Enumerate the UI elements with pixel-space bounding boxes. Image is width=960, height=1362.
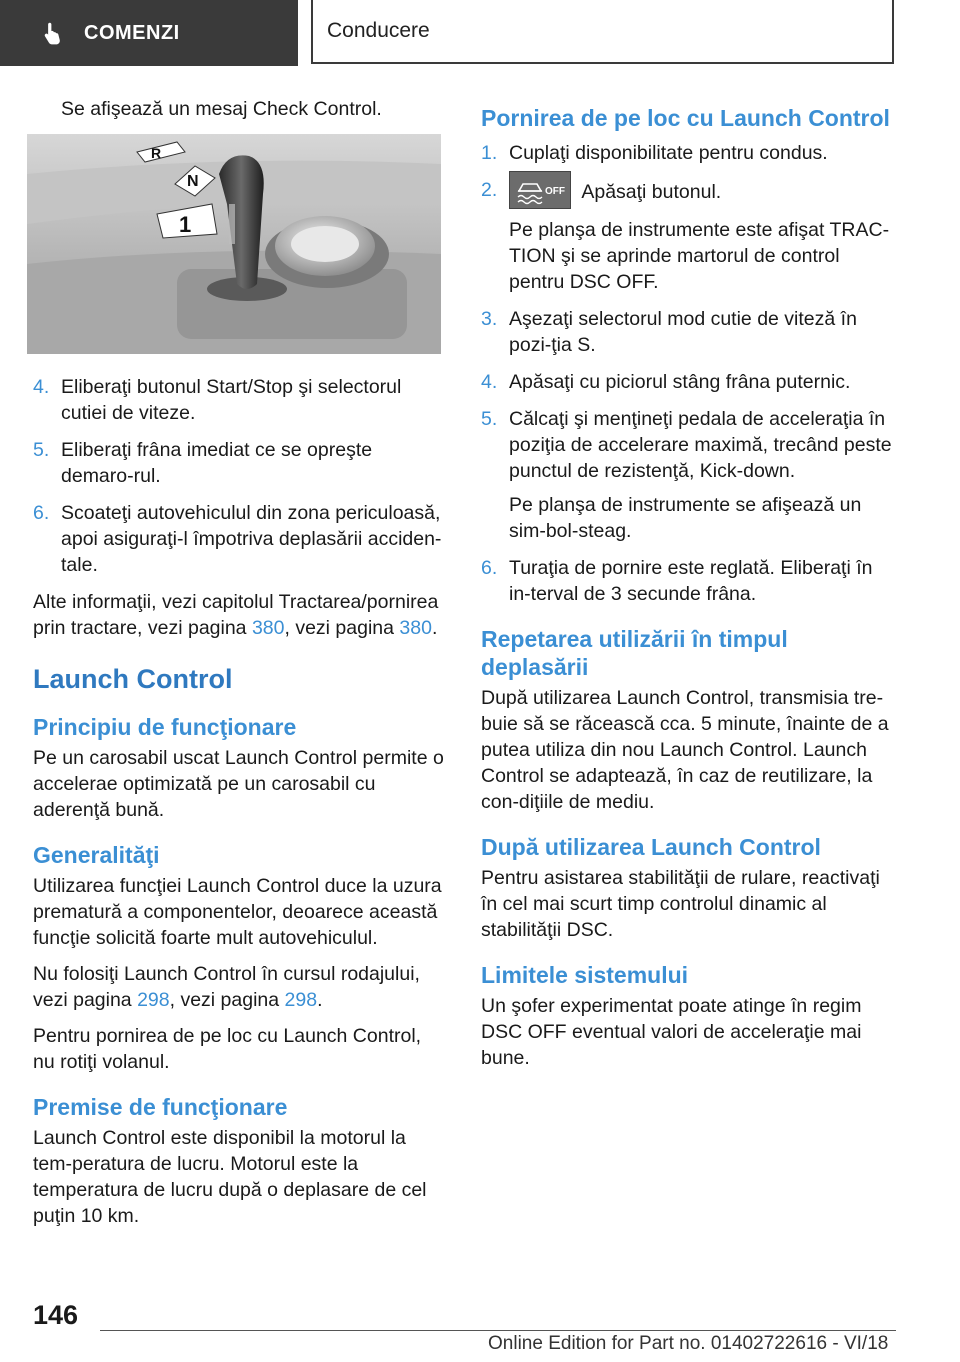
- heading-limits: Limitele sistemului: [481, 962, 689, 988]
- page-link[interactable]: 380: [251, 617, 285, 639]
- after-text: Pentru asistarea stabilităţii de rulare, reactivaţi în cel mai scurt timp controlul dinamic al stabilităţii DSC.: [481, 867, 880, 941]
- premise-text: Launch Control este disponibil la motorul la tem‐peratura de lucru. Motorul este la temperatura de lucru după o deplasare de cel puţin 10 km.: [33, 1127, 427, 1227]
- chapter-tab[interactable]: [0, 0, 298, 66]
- heading-principle: Principiu de funcţionare: [33, 714, 297, 740]
- page-link[interactable]: 298: [137, 989, 170, 1011]
- list-item: 3. Aşezaţi selectorul mod cutie de viteză în pozi‐ţia S.: [481, 308, 857, 356]
- chapter-heading: Launch Control: [33, 664, 233, 694]
- list-item: 6. Scoateţi autovehiculul din zona periculoasă, apoi asiguraţi-l împotriva deplasării acciden‐tale.: [33, 502, 442, 576]
- heading-start: Pornirea de pe loc cu Launch Control: [481, 105, 890, 131]
- intro-text: Se afişează un mesaj Check Control.: [61, 98, 382, 120]
- right-column: [481, 96, 897, 1081]
- step-note: Pe planşa de instrumente se afişează un sim‐bol-steag.: [509, 494, 862, 542]
- steering-text: Pentru pornirea de pe loc cu Launch Control, nu rotiţi volanul.: [33, 1025, 422, 1073]
- page-link[interactable]: 380: [399, 617, 432, 639]
- step-note: Pe planşa de instrumente este afişat TRAC‐TION şi se aprinde martorul de control pentru DSC OFF.: [509, 219, 890, 293]
- list-item: 5. Călcaţi şi menţineţi pedala de acceleraţia în poziţia de accelerare maximă, trecând peste punctul de rezistenţă, Kick-down. Pe planşa de instrumente se afişează un sim‐bol-steag.: [481, 406, 897, 544]
- general-text: Utilizarea funcţiei Launch Control duce la uzura prematură a componentelor, deoarece această funcţie solicită foarte mult autovehiculul.: [33, 875, 442, 949]
- rodaj-text: Nu folosiţi Launch Control în cursul rodajului, vezi pagina 298, vezi pagina 298.: [33, 963, 420, 1011]
- photo-label-r: R: [151, 145, 162, 161]
- page-number: 146: [33, 1300, 79, 1330]
- steps-list-left: [33, 374, 447, 578]
- heading-general: Generalităţi: [33, 842, 160, 868]
- photo-label-n: N: [187, 173, 199, 190]
- hand-pointer-icon: [40, 20, 66, 46]
- list-item: 1. Cuplaţi disponibilitate pentru condus.: [481, 142, 828, 164]
- section-title: Conducere: [311, 0, 894, 64]
- dsc-off-button-icon: [509, 171, 571, 209]
- list-item: 4. Eliberaţi butonul Start/Stop şi selectorul cutiei de viteze.: [33, 376, 402, 424]
- principle-text: Pe un carosabil uscat Launch Control permite o accelerae optimizată pe un carosabil cu aderenţă bună.: [33, 747, 444, 821]
- gear-selector-photo: [27, 134, 441, 354]
- list-item: 4. Apăsaţi cu piciorul stâng frâna puternic.: [481, 371, 851, 393]
- edition-text: Online Edition for Part no. 01402722616 - VI/18: [488, 1333, 889, 1354]
- list-item: 2. OFF Apăsaţi butonul. Pe planşa de instrumente este afişat TRAC‐TION şi se aprinde martorul de control pentru DSC OFF.: [481, 177, 897, 295]
- list-item: 5. Eliberaţi frâna imediat ce se opreşte demaro‐rul.: [33, 439, 373, 487]
- heading-after: După utilizarea Launch Control: [481, 834, 821, 860]
- footer-divider: [100, 1330, 896, 1331]
- heading-repeat: Repetarea utilizării în timpul deplasării: [481, 626, 788, 680]
- list-item: 6. Turaţia de pornire este reglată. Eliberaţi în in‐terval de 3 secunde frâna.: [481, 557, 873, 605]
- page-header: [0, 0, 960, 66]
- page-link[interactable]: 298: [284, 989, 318, 1011]
- limits-text: Un şofer experimentat poate atinge în regim DSC OFF eventual valori de acceleraţie mai bune.: [481, 995, 862, 1069]
- steps-list-right: [481, 140, 897, 607]
- chapter-tab-label: COMENZI: [84, 21, 180, 44]
- photo-label-1: 1: [179, 212, 192, 237]
- heading-premise: Premise de funcţionare: [33, 1094, 288, 1120]
- more-info-text: Alte informaţii, vezi capitolul Tractarea/pornirea prin tractare, vezi pagina 380, vezi pagina 380.: [33, 591, 439, 639]
- repeat-text: După utilizarea Launch Control, transmisia tre‐buie să se răcească cca. 5 minute, înainte de a putea utiliza din nou Launch Control. Launch Control se adaptează, în caz de reutilizare, la con‐diţiile de mediu.: [481, 687, 889, 813]
- dsc-off-label: OFF: [545, 186, 565, 197]
- left-column: [33, 96, 447, 1239]
